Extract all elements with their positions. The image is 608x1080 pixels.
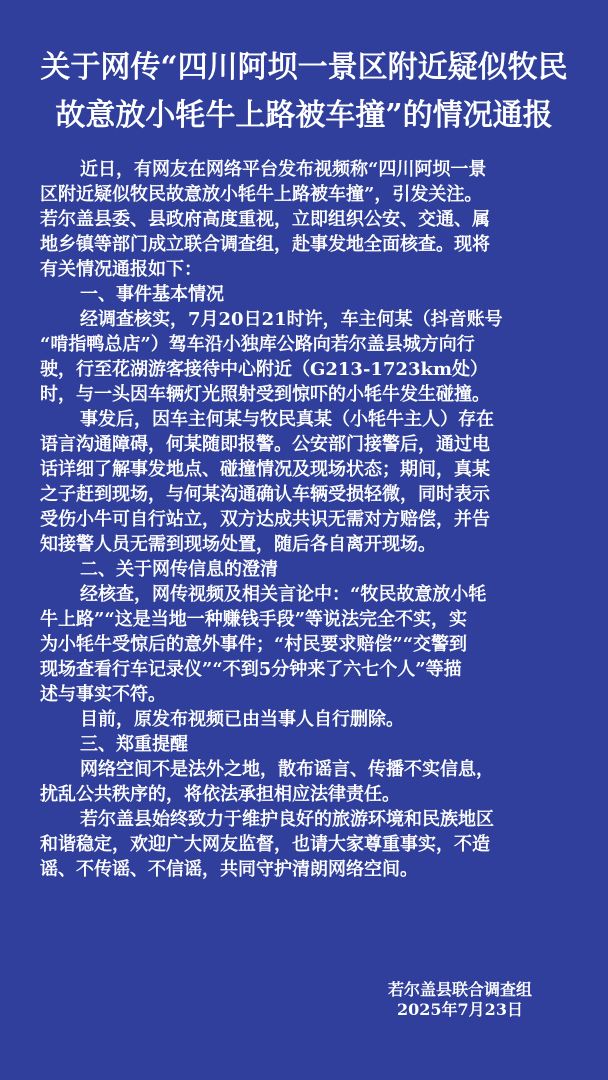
paragraph-line: 地乡镇等部门成立联合调查组，赴事发地全面核查。现将: [40, 234, 490, 255]
paragraph-line: 若尔盖县委、县政府高度重视，立即组织公安、交通、属: [40, 209, 490, 230]
paragraph-line: 现场查看行车记录仪”“不到5分钟来了六七个人”等描: [40, 659, 462, 680]
paragraph-line: 牛上路”“这是当地一种赚钱手段”等说法完全不实，实: [40, 609, 468, 630]
paragraph-line: 谣、不传谣、不信谣，共同守护清朗网络空间。: [40, 859, 418, 880]
section-heading: 一、事件基本情况: [80, 284, 224, 305]
paragraph-line: 为小牦牛受惊后的意外事件；“村民要求赔偿”“交警到: [40, 634, 468, 655]
paragraph-line: 话详细了解事发地点、碰撞情况及现场状态；期间，真某: [40, 459, 490, 480]
paragraph-line: 经核查，网传视频及相关言论中：“牧民故意放小牦: [80, 584, 487, 605]
paragraph-line: 有关情况通报如下：: [40, 259, 202, 280]
paragraph-line: “啃指鸭总店”）驾车沿小独库公路向若尔盖县城方向行: [40, 334, 475, 355]
title-line-1: 关于网传“四川阿坝一景区附近疑似牧民: [40, 50, 568, 85]
paragraph-line: 网络空间不是法外之地，散布谣言、传播不实信息，: [80, 759, 494, 780]
paragraph-line: 和谐稳定，欢迎广大网友监督，也请大家尊重事实，不造: [40, 834, 490, 855]
paragraph-line: 知接警人员无需到现场处置，随后各自离开现场。: [40, 534, 436, 555]
section-heading: 二、关于网传信息的澄清: [80, 559, 278, 580]
paragraph-line: 事发后，因车主何某与牧民真某（小牦牛主人）存在: [80, 409, 494, 430]
notice-title: [0, 44, 608, 140]
signature-date: 2025年7月23日: [397, 1000, 523, 1019]
notice-body: [40, 157, 568, 882]
paragraph-line: 近日，有网友在网络平台发布视频称“四川阿坝一景: [80, 159, 487, 180]
signature-block: [388, 980, 532, 1020]
signature-org: 若尔盖县联合调查组: [387, 980, 532, 999]
paragraph-line: 扰乱公共秩序的，将依法承担相应法律责任。: [40, 784, 400, 805]
paragraph-line: 之子赶到现场，与何某沟通确认车辆受损轻微，同时表示: [40, 484, 490, 505]
paragraph-line: 若尔盖县始终致力于维护良好的旅游环境和民族地区: [80, 809, 494, 830]
paragraph-line: 区附近疑似牧民故意放小牦牛上路被车撞”，引发关注。: [40, 184, 483, 205]
paragraph-line: 受伤小牛可自行站立，双方达成共识无需对方赔偿，并告: [40, 509, 490, 530]
paragraph-line: 目前，原发布视频已由当事人自行删除。: [80, 709, 404, 730]
paragraph-line: 语言沟通障碍，何某随即报警。公安部门接警后，通过电: [40, 434, 490, 455]
section-heading: 三、郑重提醒: [80, 734, 188, 755]
paragraph-line: 述与事实不符。: [40, 684, 166, 705]
paragraph-line: 经调查核实，7月20日21时许，车主何某（抖音账号: [80, 309, 503, 330]
paragraph-line: 时，与一头因车辆灯光照射受到惊吓的小牦牛发生碰撞。: [40, 384, 490, 405]
title-line-2: 故意放小牦牛上路被车撞”的情况通报: [55, 98, 553, 133]
paragraph-line: 驶，行至花湖游客接待中心附近（G213-1723km处）: [40, 359, 489, 380]
